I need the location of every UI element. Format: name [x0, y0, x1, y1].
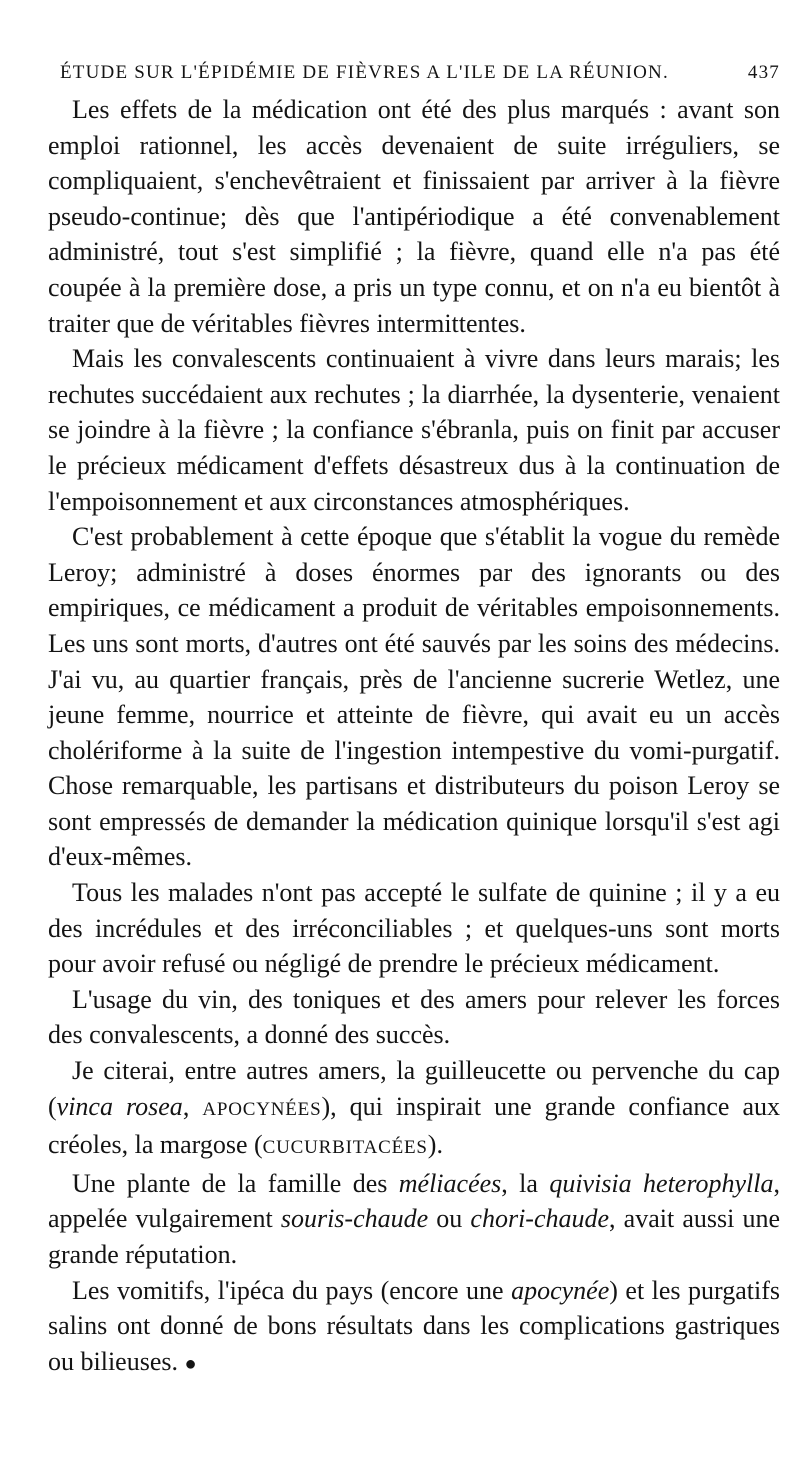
p7-text: Une plante de la famille des: [72, 1168, 399, 1198]
page-number: 437: [747, 62, 780, 83]
running-title: ÉTUDE SUR L'ÉPIDÉMIE DE FIÈVRES A L'ILE DE LA RÉUNION.: [60, 62, 669, 83]
family-name-italic: apocynée: [511, 1275, 610, 1305]
p8-text: Les vomitifs, l'ipéca du pays (encore une: [72, 1275, 512, 1305]
paragraph-2: Mais les convalescents continuaient à vivre dans leurs marais; les rechutes succédaient aux rechutes ; la diarrhée, la dysenterie, venaient se joindre à la fièvre ; la confiance s'ébranla, puis on finit par accuser le précieux médicament d'effets désastreux dus à la continuation de l'empoisonnement et aux circonstances atmosphériques.: [48, 344, 780, 516]
p6-text: ), qui inspirait une grande confiance aux créoles, la margose (: [48, 1091, 781, 1160]
running-header: [48, 62, 780, 84]
end-bullet-icon: ●: [184, 1352, 197, 1375]
paragraph-3: C'est probablement à cette époque que s'établit la vogue du remède Leroy; administré à doses énormes par des ignorants ou des empiriques, ce médicament a produit de véritables empoisonnements. Les uns sont morts, d'autres ont été sauvés par les soins des médecins. J'ai vu, au quartier français, près de l'ancienne sucrerie Wetlez, une jeune femme, nourrice et atteinte de fièvre, qui avait eu un accès cholériforme à la suite de l'ingestion intempestive du vomi-purgatif. Chose remarquable, les partisans et distributeurs du poison Leroy se sont empressés de demander la médication quinique lorsqu'il s'est agi d'eux-mêmes.: [48, 522, 780, 872]
paragraph-5: L'usage du vin, des toniques et des amers pour relever les forces des convalescents, a donné des succès.: [48, 984, 780, 1050]
p7-text: , appelée vulgairement: [48, 1168, 780, 1234]
paragraph-7: [48, 1166, 780, 1273]
species-name: quivisia heterophylla: [549, 1168, 774, 1198]
p6-text: Je citerai, entre autres amers, la guilleucette ou pervenche du cap (: [48, 1056, 780, 1121]
paragraph-1: Les effets de la médication ont été des plus marqués : avant son emploi rationnel, les accès devenaient de suite irréguliers, se compliquaient, s'enchevêtraient et finissaient par arriver à la fièvre pseudo-continue; dès que l'antipériodique a été convenablement administré, tout s'est simplifié ; la fièvre, quand elle n'a pas été coupée à la première dose, a pris un type connu, et on n'a eu bientôt à traiter que de véritables fièvres intermittentes.: [48, 95, 780, 338]
document-page: [48, 62, 780, 1382]
paragraph-4: Tous les malades n'ont pas accepté le sulfate de quinine ; il y a eu des incrédules et des irréconciliables ; et quelques-uns sont morts pour avoir refusé ou négligé de prendre le précieux médicament.: [48, 878, 780, 979]
p6-text: ,: [182, 1091, 203, 1121]
paragraph-8: [48, 1273, 780, 1383]
family-name-italic: méliacées: [398, 1168, 502, 1198]
species-name: vinca rosea: [56, 1091, 183, 1121]
common-name: souris-chaude: [280, 1204, 429, 1234]
p7-text: ou: [428, 1204, 471, 1234]
p8-text: ) et les purgatifs salins ont donné de bons résultats dans les complications gastriques ou bilieuses.: [48, 1275, 780, 1376]
p6-text: ).: [427, 1130, 443, 1160]
p7-text: , la: [501, 1168, 550, 1198]
paragraph-6: [48, 1053, 780, 1166]
family-name: CUCURBITACÉES: [262, 1137, 428, 1159]
common-name: chori-chaude: [470, 1204, 610, 1234]
family-name: APOCYNÉES: [202, 1098, 322, 1120]
p7-text: , avait aussi une grande réputation.: [48, 1204, 781, 1269]
body-text: [48, 92, 780, 1382]
